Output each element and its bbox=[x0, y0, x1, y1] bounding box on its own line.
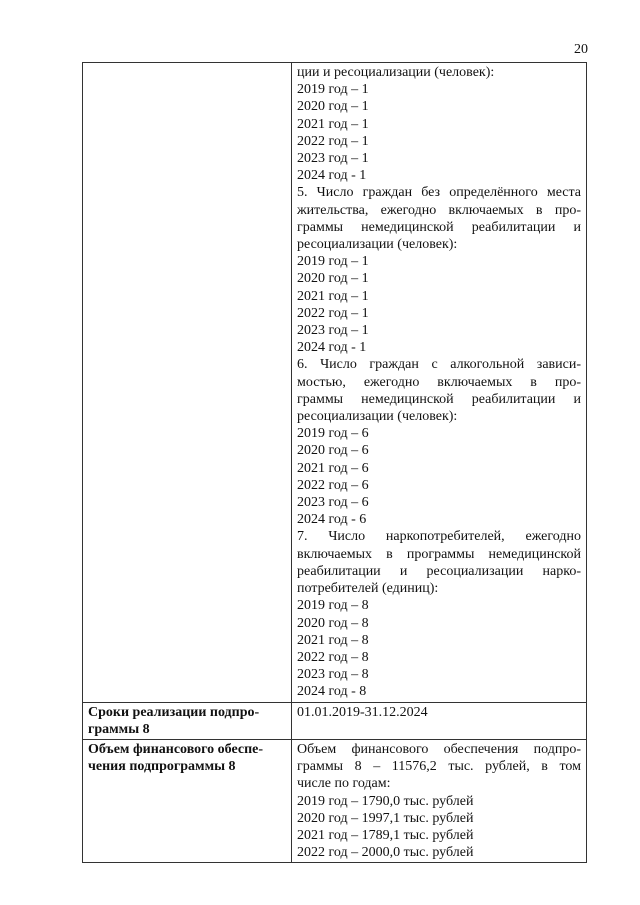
row-value-cell bbox=[292, 63, 587, 703]
row-value-line: граммы 8 – 11576,2 тыс. рублей, в том bbox=[297, 759, 581, 775]
row-value-line: 2021 год – 1 bbox=[297, 116, 369, 132]
row-value-line: мостью, ежегодно включаемых в про- bbox=[297, 374, 581, 390]
row-value-line: 7. Число наркопотребителей, ежегодно bbox=[297, 529, 581, 545]
row-value-line: 01.01.2019-31.12.2024 bbox=[297, 704, 428, 720]
row-value-line: 2020 год – 8 bbox=[297, 615, 369, 631]
row-value-line: Объем финансового обеспечения подпро- bbox=[297, 741, 581, 757]
row-value-line: включаемых в программы немедицинской bbox=[297, 546, 581, 562]
row-value-line: 2020 год – 6 bbox=[297, 443, 369, 459]
row-value-line: 2019 год – 8 bbox=[297, 598, 369, 614]
row-value-line: 2023 год – 1 bbox=[297, 323, 369, 339]
row-value-line: реабилитации и ресоциализации нарко- bbox=[297, 563, 581, 579]
row-value-line: жительства, ежегодно включаемых в про- bbox=[297, 202, 581, 218]
row-value-line: 2022 год – 2000,0 тыс. рублей bbox=[297, 845, 474, 861]
row-label-cell bbox=[83, 739, 292, 862]
row-value-line: 2021 год – 1 bbox=[297, 288, 369, 304]
row-value-line: 2023 год – 8 bbox=[297, 667, 369, 683]
row-value-line: 2021 год – 6 bbox=[297, 460, 369, 476]
row-value-line: 2024 год - 8 bbox=[297, 684, 367, 700]
row-value-line: ресоциализации (человек): bbox=[297, 409, 458, 425]
row-label-line: граммы 8 bbox=[88, 721, 150, 737]
row-label-line: Объем финансового обеспе- bbox=[88, 741, 264, 757]
row-value-line: 2024 год - 1 bbox=[297, 168, 367, 184]
row-value-line: граммы немедицинской реабилитации и bbox=[297, 391, 581, 407]
row-value-line: 2022 год – 1 bbox=[297, 305, 369, 321]
row-value-line: 6. Число граждан с алкогольной зависи- bbox=[297, 357, 581, 373]
row-value-line: граммы немедицинской реабилитации и bbox=[297, 219, 581, 235]
row-value-line: 5. Число граждан без определённого места bbox=[297, 185, 581, 201]
row-value-line: числе по годам: bbox=[297, 776, 391, 792]
row-value-line: ции и ресоциализации (человек): bbox=[297, 65, 495, 80]
row-value-line: 2020 год – 1 bbox=[297, 99, 369, 115]
row-value-line: 2019 год – 1 bbox=[297, 254, 369, 270]
row-label-cell bbox=[83, 63, 292, 703]
row-value-cell bbox=[292, 702, 587, 739]
row-label-line: чения подпрограммы 8 bbox=[88, 759, 236, 775]
row-label-line: Сроки реализации подпро- bbox=[88, 704, 260, 720]
page-number: 20 bbox=[574, 42, 588, 57]
row-value-line: 2023 год – 1 bbox=[297, 151, 369, 167]
row-value-cell bbox=[292, 739, 587, 862]
row-label-cell bbox=[83, 702, 292, 739]
table-row bbox=[83, 702, 587, 739]
row-value-line: ресоциализации (человек): bbox=[297, 237, 458, 253]
row-value-line: 2021 год – 8 bbox=[297, 632, 369, 648]
row-value-line: 2020 год – 1 bbox=[297, 271, 369, 287]
row-value-line: 2022 год – 6 bbox=[297, 477, 369, 493]
row-value-line: 2019 год – 1 bbox=[297, 82, 369, 98]
row-value-line: 2020 год – 1997,1 тыс. рублей bbox=[297, 810, 474, 826]
row-value-line: 2024 год - 6 bbox=[297, 512, 367, 528]
row-value-line: 2021 год – 1789,1 тыс. рублей bbox=[297, 827, 474, 843]
row-value-line: 2019 год – 6 bbox=[297, 426, 369, 442]
row-value-line: 2022 год – 1 bbox=[297, 133, 369, 149]
row-value-line: 2022 год – 8 bbox=[297, 649, 369, 665]
passport-table bbox=[82, 62, 587, 863]
table-row bbox=[83, 739, 587, 862]
table-row bbox=[83, 63, 587, 703]
row-value-line: потребителей (единиц): bbox=[297, 581, 439, 597]
row-value-line: 2023 год – 6 bbox=[297, 495, 369, 511]
row-value-line: 2024 год - 1 bbox=[297, 340, 367, 356]
row-value-line: 2019 год – 1790,0 тыс. рублей bbox=[297, 793, 474, 809]
